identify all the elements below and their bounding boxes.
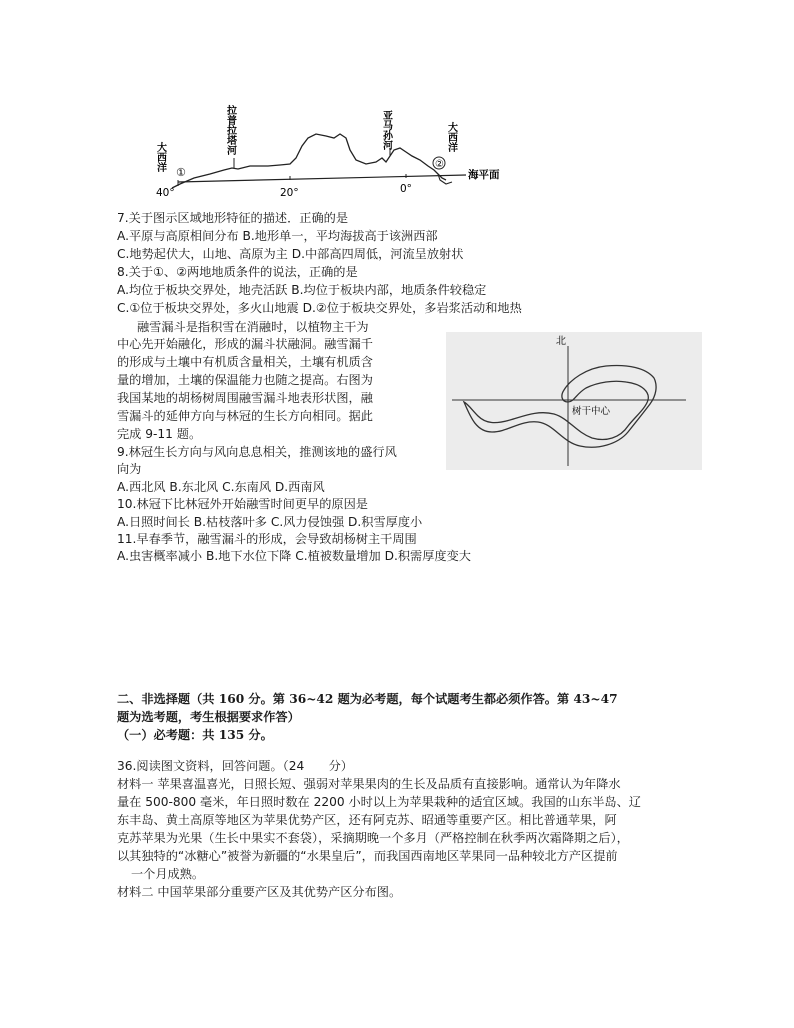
terrain-profile-figure: [150, 100, 530, 204]
intro-line-1: 融雪漏斗是指积雪在消融时，以植物主干为: [137, 320, 369, 334]
label-la-plata: 拉普拉塔河: [224, 105, 236, 155]
intro-line-3: 的形成与土壤中有机质含量相关，土壤有机质含: [117, 355, 373, 369]
q11-stem: 11.早春季节，融雪漏斗的形成，会导致胡杨树主干周围: [117, 532, 417, 546]
label-circle-2: ②: [435, 159, 444, 170]
intro-line-5: 我国某地的胡杨树周围融雪漏斗地表形状图，融: [117, 391, 373, 405]
intro-line-2: 中心先开始融化，形成的漏斗状融洞。融雪漏千: [117, 337, 373, 351]
label-lat-20: 20°: [280, 187, 299, 199]
section2-subheading: （一）必考题：共 135 分。: [117, 728, 273, 742]
label-amazon: 亚马孙河: [380, 110, 392, 150]
q10-options: A.日照时间长 B.枯枝落叶多 C.风力侵蚀强 D.积雪厚度小: [117, 515, 423, 529]
q36-material1-line-6: 一个月成熟。: [131, 867, 205, 881]
q36-material1-line-4: 克苏苹果为光果（生长中果实不套袋），采摘期晚一个多月（严格控制在秋季两次霜降期之后），: [117, 831, 629, 845]
q36-stem: 36.阅读图文资料，回答问题。（24 分）: [117, 759, 353, 773]
q11-options: A.虫害概率减小 B.地下水位下降 C.植被数量增加 D.积需厚度变大: [117, 549, 471, 563]
intro-line-4: 量的增加，土壤的保温能力也随之提高。右图为: [117, 373, 373, 387]
q36-material1-line-2: 量在 500-800 毫米，年日照时数在 2200 小时以上为苹果栽种的适宜区域。我国的山东半岛、辽: [117, 795, 641, 809]
label-north: 北: [556, 336, 566, 347]
label-atlantic-right: 大西洋: [445, 122, 457, 152]
label-circle-1: ①: [176, 166, 186, 179]
intro-line-7: 完成 9-11 题。: [117, 427, 202, 441]
q7-options-ab: A.平原与高原相间分布 B.地形单一，平均海拔高于该洲西部: [117, 229, 438, 243]
section2-heading-1: 二、非选择题（共 160 分。第 36~42 题为必考题，每个试题考生都必须作答。第 43~47: [117, 692, 618, 706]
q9-options: A.西北风 B.东北风 C.东南风 D.西南风: [117, 480, 325, 494]
label-trunk-center: 树干中心: [572, 406, 611, 417]
terrain-profile-line: [172, 134, 446, 188]
q36-material2: 材料二 中国苹果部分重要产区及其优势产区分布图。: [117, 885, 402, 899]
q7-options-cd: C.地势起伏大，山地、高原为主 D.中部高四周低，河流呈放射状: [117, 247, 464, 261]
q10-stem: 10.林冠下比林冠外开始融雪时间更早的原因是: [117, 497, 368, 511]
q36-material1-line-5: 以其独特的“冰糖心”被誉为新疆的“水果皇后”，而我国西南地区苹果同一品种较北方产区提前: [117, 849, 618, 863]
q8-options-ab: A.均位于板块交界处，地壳活跃 B.均位于板块内部，地质条件较稳定: [117, 283, 487, 297]
q36-material1-line-3: 东丰岛、黄土高原等地区为苹果优势产区，还有阿克苏、昭通等重要产区。相比普通苹果，阿: [117, 813, 617, 827]
q7-stem: 7.关于图示区域地形特征的描述．正确的是: [117, 211, 349, 225]
q36-material1-line-1: 材料一 苹果喜温喜光，日照长短、强弱对苹果果肉的生长及品质有直接影响。通常认为年降水: [117, 777, 621, 791]
funnel-shape-figure: [446, 332, 702, 470]
label-lat-0: 0°: [400, 183, 412, 195]
q9-stem-2: 向为: [117, 462, 142, 476]
label-atlantic-left: 大西洋: [154, 142, 166, 172]
label-sea-level: 海平面: [468, 169, 500, 181]
sea-level-line: [178, 175, 466, 182]
q9-stem-1: 9.林冠生长方向与风向息息相关，推测该地的盛行风: [117, 445, 397, 459]
section2-heading-2: 题为选考题，考生根据要求作答）: [117, 710, 300, 724]
intro-line-6: 雪漏斗的延伸方向与林冠的生长方向相同。据此: [117, 409, 373, 423]
label-lat-40: 40°: [156, 187, 175, 199]
q8-options-cd: C.①位于板块交界处，多火山地震 D.②位于板块交界处，多岩浆活动和地热: [117, 301, 522, 315]
q8-stem: 8.关于①、②两地地质条件的说法，正确的是: [117, 265, 358, 279]
